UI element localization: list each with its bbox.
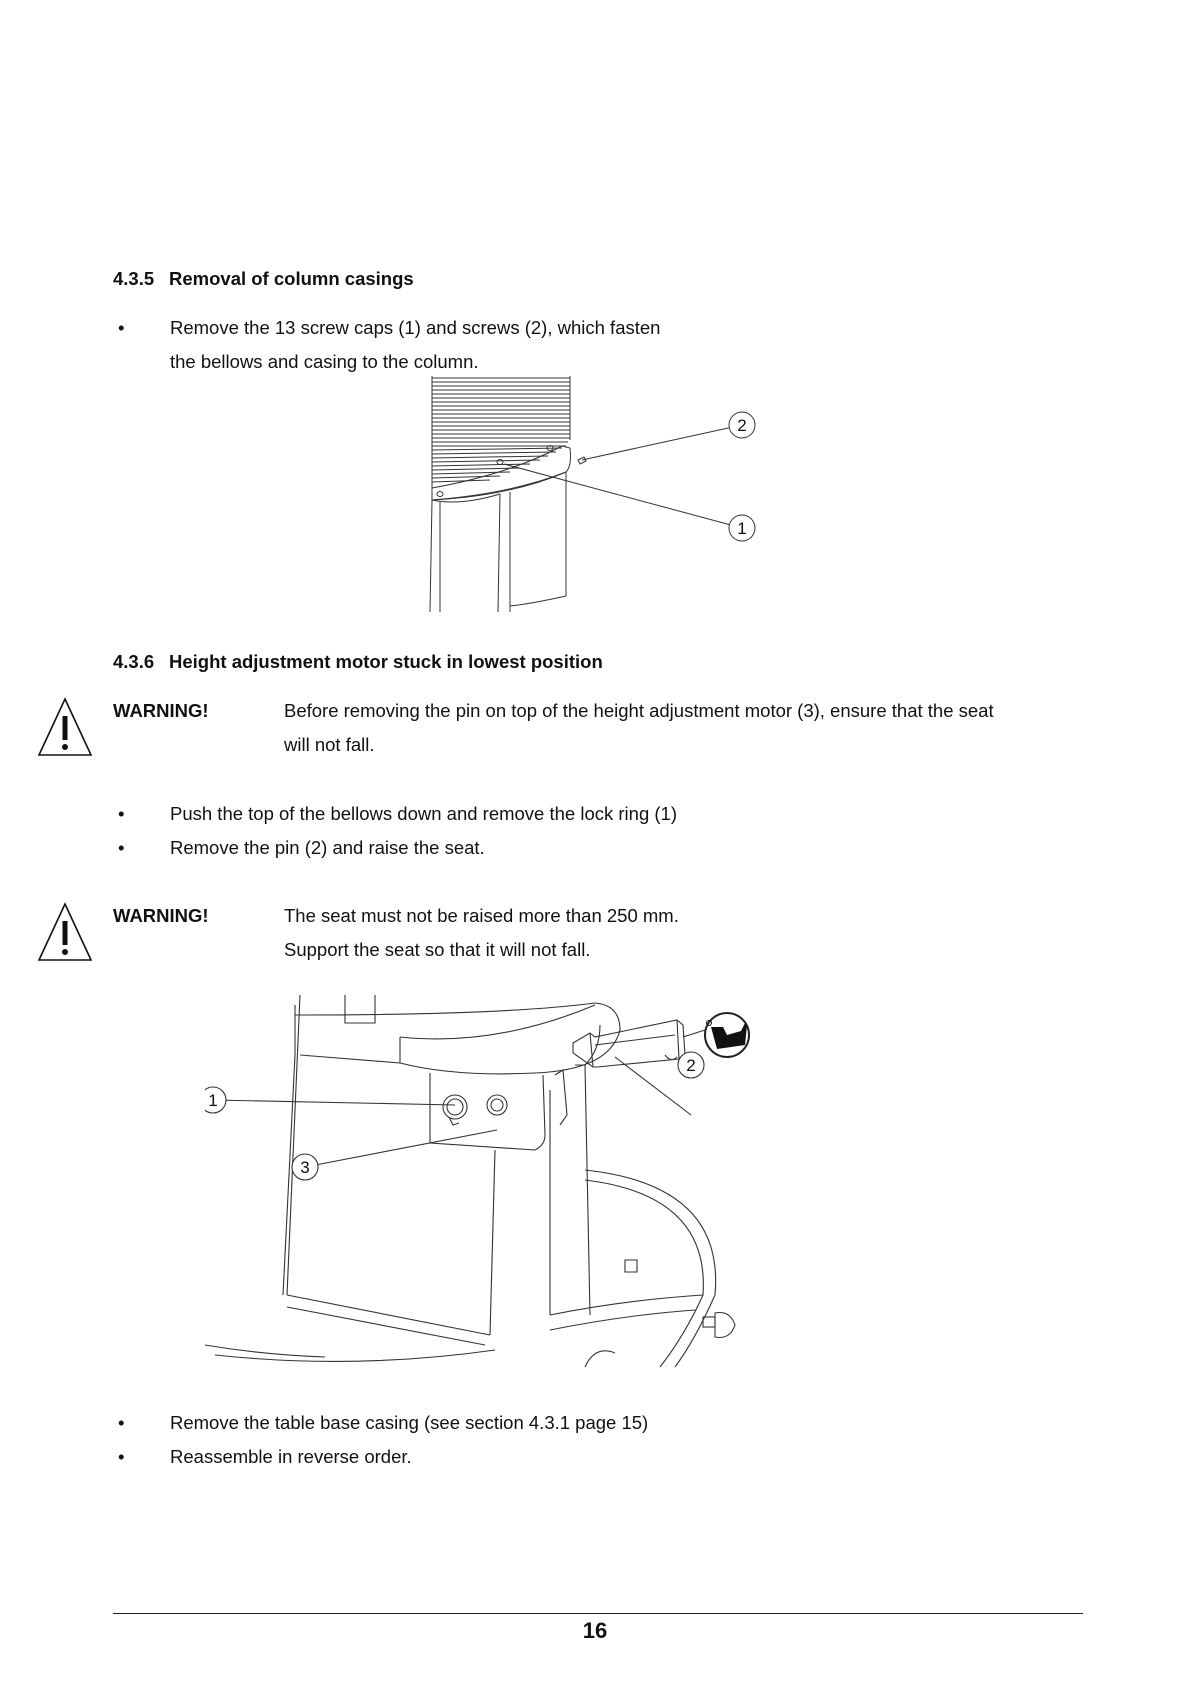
list-item <box>118 797 677 831</box>
warning-label: WARNING! <box>113 700 209 721</box>
warning-label: WARNING! <box>113 905 209 926</box>
warning-text-line: will not fall. <box>284 734 375 755</box>
motor-column-drawing <box>490 1150 495 1335</box>
bullet-text-line: Reassemble in reverse order. <box>170 1446 412 1467</box>
bullet-icon: • <box>118 1412 125 1433</box>
bullet-icon: • <box>118 803 125 824</box>
callout-label: 1 <box>737 519 747 538</box>
bullet-text-line: Remove the 13 screw caps (1) and screws (2), which fasten <box>170 317 661 338</box>
section-4-3-5-heading <box>113 268 414 290</box>
footer-rule <box>113 1613 1083 1614</box>
list-item <box>118 1406 649 1440</box>
motor-pin-figure <box>205 995 825 1370</box>
base-ring-drawing <box>585 1170 716 1367</box>
bullet-text-line: Remove the pin (2) and raise the seat. <box>170 837 485 858</box>
section-4-3-6-heading <box>113 651 603 673</box>
bracket-drawing <box>430 1073 545 1150</box>
bullet-text-line: the bellows and casing to the column. <box>170 351 479 372</box>
warning-text <box>284 694 994 762</box>
callout-label: 3 <box>300 1158 310 1177</box>
list-item <box>118 1440 412 1474</box>
screw-drawing <box>578 457 586 464</box>
oil-can-icon <box>705 1013 749 1057</box>
callout-label: 2 <box>737 416 747 435</box>
column-casing-figure <box>420 376 760 616</box>
bullet-icon: • <box>118 317 125 338</box>
warning-text-line: The seat must not be raised more than 250 mm. <box>284 905 679 926</box>
bullet-icon: • <box>118 1446 125 1467</box>
section-number: 4.3.5 <box>113 268 155 289</box>
bullet-text-line: Push the top of the bellows down and remove the lock ring (1) <box>170 803 677 824</box>
page-number: 16 <box>582 1618 608 1643</box>
stopper-drawing <box>715 1313 735 1338</box>
warning-text-line: Support the seat so that it will not fall. <box>284 939 591 960</box>
warning-text <box>284 899 679 967</box>
bullet-text-line: Remove the table base casing (see section 4.3.1 page 15) <box>170 1412 649 1433</box>
callout-label: 1 <box>208 1091 218 1110</box>
warning-triangle-icon <box>36 696 94 758</box>
section-number: 4.3.6 <box>113 651 155 672</box>
warning-text-line: Before removing the pin on top of the height adjustment motor (3), ensure that the seat <box>284 700 994 721</box>
screw-cap-drawing <box>437 492 443 497</box>
bullet-icon: • <box>118 837 125 858</box>
callout-label: 2 <box>686 1056 696 1075</box>
list-item <box>118 831 485 865</box>
list-item <box>118 311 661 379</box>
warning-triangle-icon <box>36 901 94 963</box>
section-title: Removal of column casings <box>169 268 414 289</box>
section-title: Height adjustment motor stuck in lowest position <box>169 651 603 672</box>
